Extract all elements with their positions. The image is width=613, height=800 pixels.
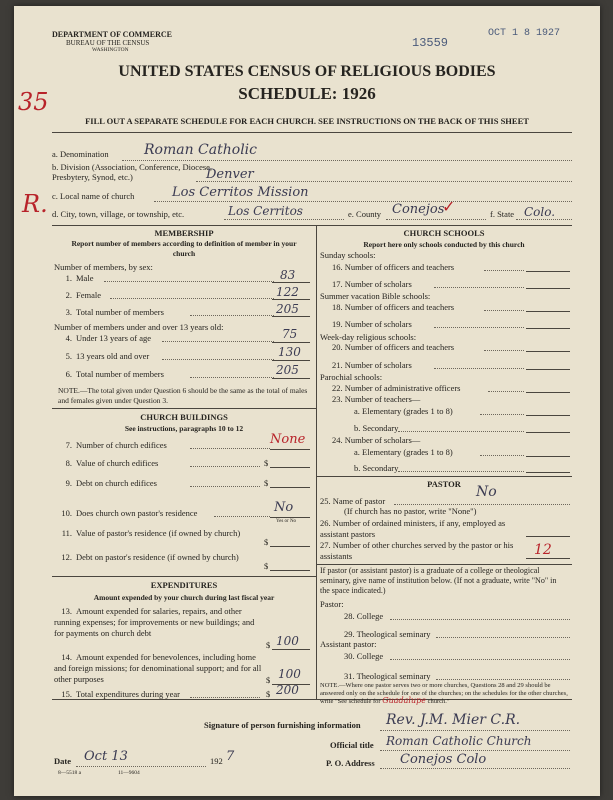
city-line (224, 219, 344, 220)
denomination-label: a. Denomination (52, 149, 109, 159)
membership-heading: MEMBERSHIP (154, 228, 214, 238)
instruction-line: FILL OUT A SEPARATE SCHEDULE FOR EACH CHURCH. SEE INSTRUCTIONS ON THE BACK OF THIS SHEET (85, 116, 529, 126)
owns-residence-value[interactable]: No (274, 500, 294, 515)
running-expenses-dollar: $ (266, 640, 271, 650)
q19-label: 19. Number of scholars (332, 319, 412, 329)
po-address-line (380, 768, 570, 769)
form-code-2: 11—9604 (118, 770, 140, 776)
official-title-line (380, 750, 570, 751)
other-churches-value[interactable]: 12 (534, 542, 552, 558)
male-value[interactable]: 83 (280, 268, 296, 282)
county-value[interactable]: Conejos (392, 202, 445, 217)
q23b-label: b. Secondary (354, 423, 399, 433)
check-mark-icon: ✓ (442, 199, 456, 216)
over-13-value[interactable]: 130 (278, 345, 301, 359)
value-edifices-dollar: $ (264, 458, 269, 468)
assistant-pastor-label: Assistant pastor: (320, 639, 377, 649)
year-value[interactable]: 7 (226, 749, 235, 764)
census-schedule-sheet (14, 6, 600, 796)
debt-edifices-row: 9. Debt on church edifices (65, 478, 157, 488)
graduate-note: If pastor (or assistant pastor) is a graduate of a college or theological seminary, give name of institution below. (If not a graduate, write "No" in the space indicated.) (320, 566, 557, 595)
q26-label: 26. Number of ordained ministers, if any, employed as assistant pastors (320, 518, 506, 539)
members-by-age-label: Number of members under and over 13 years old: (54, 322, 224, 332)
expenditures-heading: EXPENDITURES (150, 580, 218, 590)
church-edifices-row: 7. Number of church edifices (65, 440, 167, 450)
page-title: UNITED STATES CENSUS OF RELIGIOUS BODIES (118, 63, 496, 80)
value-residence-row: 11. Value of pastor's residence (if owned by church) (61, 528, 241, 538)
q24a-label: a. Elementary (grades 1 to 8) (354, 447, 453, 457)
local-name-label: c. Local name of church (52, 191, 135, 201)
buildings-sub: See instructions, paragraphs 10 to 12 (124, 424, 244, 433)
schools-heading: CHURCH SCHOOLS (403, 228, 485, 238)
state-value[interactable]: Colo. (524, 205, 556, 219)
received-stamp-date: OCT 1 8 1927 (488, 28, 561, 39)
pastor-sub-label: Pastor: (320, 599, 344, 609)
owns-residence-row: 10. Does church own pastor's residence (61, 508, 198, 518)
q25-hint: (If church has no pastor, write "None") (344, 506, 477, 516)
benevolences-dollar: $ (266, 675, 271, 685)
q31-label: 31. Theological seminary (344, 671, 431, 681)
q20-label: 20. Number of officers and teachers (332, 342, 455, 352)
edifices-value[interactable]: None (270, 432, 306, 447)
po-address-label: P. O. Address (326, 758, 375, 768)
signature-value[interactable]: Rev. J.M. Mier C.R. (386, 712, 521, 728)
female-value[interactable]: 122 (276, 285, 299, 299)
year-prefix: 192 (210, 756, 223, 766)
q24-label: 24. Number of scholars— (332, 435, 421, 445)
city-label: WASHINGTON (92, 47, 129, 53)
header-rule (52, 132, 572, 133)
q16-label: 16. Number of officers and teachers (332, 262, 455, 272)
benevolences-row: 14. Amount expended for benevolences, including home and foreign missions; for denominational support; and for all other purposes (54, 652, 262, 684)
expenditures-sub: Amount expended by your church during last fiscal year (93, 593, 275, 602)
benevolences-value[interactable]: 100 (278, 667, 301, 681)
q28-label: 28. College (344, 611, 384, 621)
buildings-heading: CHURCH BUILDINGS (140, 412, 228, 422)
pastor-note: NOTE.—Where one pastor serves two or more churches, Questions 28 and 29 should be answered only on the schedule for one of the churches; on the schedules for the other churches, write "See schedule for Guadalupe church." (320, 682, 568, 705)
value-edifices-row: 8. Value of church edifices (65, 458, 159, 468)
members-by-sex-label: Number of members, by sex: (54, 262, 153, 272)
debt-edifices-dollar: $ (264, 478, 269, 488)
county-line (386, 219, 486, 220)
form-code: 8—5518 a (58, 770, 82, 776)
pastor-name-value[interactable]: No (476, 484, 497, 500)
state-label: f. State (490, 209, 515, 219)
total-members-value[interactable]: 205 (276, 302, 299, 316)
denomination-line (122, 160, 572, 161)
county-label: e. County (348, 209, 382, 219)
running-expenses-value[interactable]: 100 (276, 634, 299, 648)
margin-letter: R. (22, 190, 48, 218)
summer-schools-label: Summer vacation Bible schools: (320, 291, 431, 301)
weekday-schools-label: Week-day religious schools: (320, 332, 417, 342)
q27-label: 27. Number of other churches served by the pastor or his assistants (320, 540, 514, 561)
membership-row: 3. Total number of members (65, 307, 164, 317)
q29-label: 29. Theological seminary (344, 629, 431, 639)
denomination-value[interactable]: Roman Catholic (144, 142, 257, 158)
debt-residence-row: 12. Debt on pastor's residence (if owned by church) (61, 552, 239, 562)
total-members-2-value[interactable]: 205 (276, 363, 299, 377)
margin-number: 35 (18, 88, 49, 116)
official-title-label: Official title (330, 740, 374, 750)
official-title-value[interactable]: Roman Catholic Church (386, 734, 532, 748)
q25-label: 25. Name of pastor (320, 496, 386, 506)
city-value[interactable]: Los Cerritos (228, 204, 303, 218)
membership-note: NOTE.—The total given under Question 6 should be the same as the total of males and females given under Question 3. (58, 386, 308, 405)
membership-row: 6. Total number of members (65, 369, 164, 379)
bureau-label: BUREAU OF THE CENSUS (66, 39, 150, 47)
schools-sub: Report here only schools conducted by this church (363, 240, 525, 249)
q18-label: 18. Number of officers and teachers (332, 302, 455, 312)
membership-row: 4. Under 13 years of age (65, 333, 152, 343)
value-residence-dollar: $ (264, 537, 269, 547)
state-line (516, 219, 572, 220)
q24b-label: b. Secondary (354, 463, 399, 473)
dept-label: DEPARTMENT OF COMMERCE (52, 30, 173, 39)
column-divider (316, 225, 317, 699)
city-field-label: d. City, town, village, or township, etc. (52, 209, 185, 219)
q23a-label: a. Elementary (grades 1 to 8) (354, 406, 453, 416)
q23-label: 23. Number of teachers— (332, 394, 421, 404)
running-expenses-row: 13. Amount expended for salaries, repairs, and other running expenses; for improvements or new buildings; and for payments on church debt (54, 606, 255, 638)
total-expenditures-value[interactable]: 200 (276, 683, 299, 697)
membership-sub: Report number of members according to definition of member in your church (71, 239, 297, 258)
page-subtitle: SCHEDULE: 1926 (238, 84, 376, 103)
q30-label: 30. College (344, 651, 384, 661)
parochial-schools-label: Parochial schools: (320, 372, 383, 382)
membership-row: 2. Female (65, 290, 102, 300)
membership-row: 1. Male (65, 273, 94, 283)
date-line (76, 766, 206, 767)
columns-top-rule (52, 225, 572, 226)
total-expenditures-row: 15. Total expenditures during year (61, 689, 180, 699)
q17-label: 17. Number of scholars (332, 279, 412, 289)
under-13-value[interactable]: 75 (282, 327, 298, 341)
date-label: Date (54, 756, 71, 766)
signature-line (380, 730, 570, 731)
division-value[interactable]: Denver (206, 167, 254, 182)
local-name-value[interactable]: Los Cerritos Mission (172, 185, 309, 200)
debt-residence-dollar: $ (264, 561, 269, 571)
signature-label: Signature of person furnishing information (204, 720, 361, 730)
date-value[interactable]: Oct 13 (84, 749, 128, 764)
q21-label: 21. Number of scholars (332, 360, 412, 370)
po-address-value[interactable]: Conejos Colo (400, 752, 487, 767)
local-name-line (154, 201, 572, 202)
received-stamp-number: 13559 (412, 36, 449, 50)
membership-row: 5. 13 years old and over (65, 351, 150, 361)
sunday-schools-label: Sunday schools: (320, 250, 376, 260)
pastor-heading: PASTOR (427, 479, 461, 489)
division-label: b. Division (Association, Conference, Diocese, Presbytery, Synod, etc.) (52, 162, 213, 182)
yes-no-hint: Yes or No (276, 519, 297, 524)
see-schedule-value: Guadalupe (382, 696, 426, 705)
q22-label: 22. Number of administrative officers (332, 383, 461, 393)
total-expenditures-dollar: $ (266, 689, 271, 699)
